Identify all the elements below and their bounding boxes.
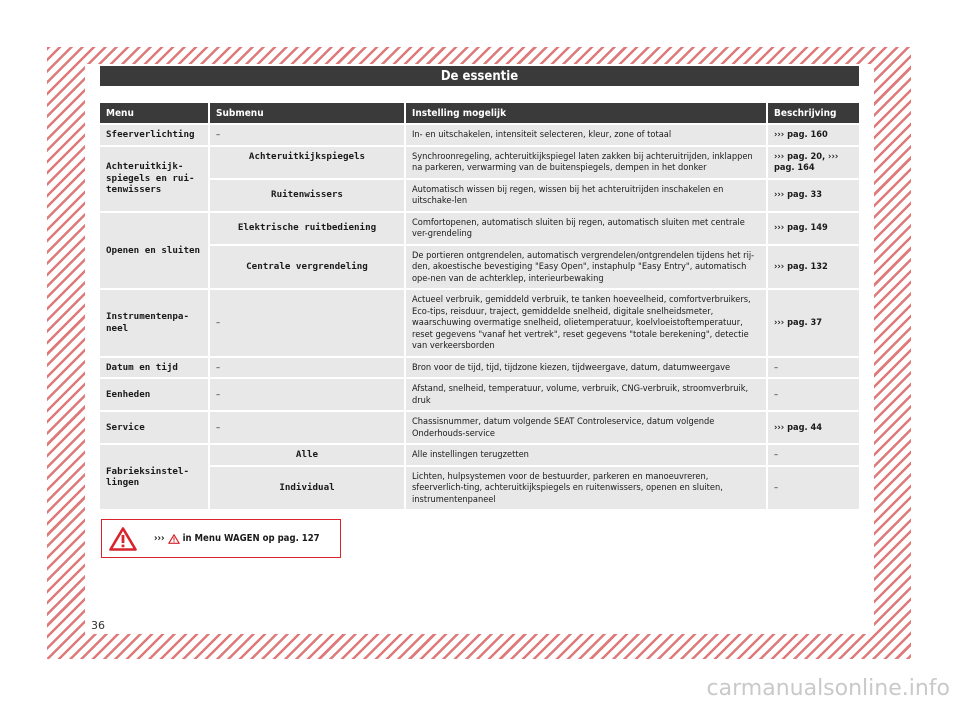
page-reference: – bbox=[768, 467, 859, 510]
submenu-cell: – bbox=[210, 379, 406, 410]
column-header-setting: Instelling mogelijk bbox=[406, 103, 768, 123]
settings-table bbox=[100, 101, 859, 511]
setting-cell: Comfortopenen, automatisch sluiten bij regen, automatisch sluiten met centrale ver-grendeling bbox=[406, 213, 768, 244]
menu-cell: Fabrieksinstel-lingen bbox=[100, 445, 210, 509]
page-reference: ››› pag. 44 bbox=[768, 412, 859, 443]
page-reference: – bbox=[768, 379, 859, 410]
table-row bbox=[100, 445, 859, 465]
page-reference: ››› pag. 132 bbox=[768, 246, 859, 289]
table-row bbox=[100, 246, 859, 289]
submenu-cell: Centrale vergrendeling bbox=[210, 246, 406, 289]
setting-cell: In- en uitschakelen, intensiteit selecteren, kleur, zone of totaal bbox=[406, 125, 768, 145]
setting-cell: Afstand, snelheid, temperatuur, volume, verbruik, CNG-verbruik, stroomverbruik, druk bbox=[406, 379, 768, 410]
column-header-description: Beschrijving bbox=[768, 103, 859, 123]
setting-cell: Actueel verbruik, gemiddeld verbruik, te tanken hoeveelheid, comfortverbruikers, Eco-tips, reisduur, traject, gemiddelde snelheid, digitale snelheidsmeter, waarschuwing overmatige snelheid, olietemperatuur, koelvloeistoftemperatuur, reset gegevens "vanaf het vertrek", reset gegevens "totale berekening", detectie van verkeersborden bbox=[406, 290, 768, 356]
setting-cell: Automatisch wissen bij regen, wissen bij het achteruitrijden inschakelen en uitschake-len bbox=[406, 180, 768, 211]
page-reference: – bbox=[768, 358, 859, 378]
table-row bbox=[100, 467, 859, 510]
warning-text bbox=[154, 533, 320, 544]
table-row bbox=[100, 125, 859, 145]
page-reference: ››› pag. 37 bbox=[768, 290, 859, 356]
setting-cell: Bron voor de tijd, tijd, tijdzone kiezen, tijdweergave, datum, datumweergave bbox=[406, 358, 768, 378]
submenu-cell: Alle bbox=[210, 445, 406, 465]
submenu-cell: Elektrische ruitbediening bbox=[210, 213, 406, 244]
reference-arrows: ››› bbox=[154, 533, 165, 544]
setting-cell: Chassisnummer, datum volgende SEAT Controleservice, datum volgende Onderhouds-service bbox=[406, 412, 768, 443]
page-reference: ››› pag. 33 bbox=[768, 180, 859, 211]
submenu-cell: – bbox=[210, 290, 406, 356]
warning-callout bbox=[101, 519, 341, 558]
page-reference: ››› pag. 20, ››› pag. 164 bbox=[768, 147, 859, 178]
column-header-menu: Menu bbox=[100, 103, 210, 123]
warning-triangle-icon bbox=[102, 527, 144, 551]
setting-cell: Alle instellingen terugzetten bbox=[406, 445, 768, 465]
menu-cell: Service bbox=[100, 412, 210, 443]
submenu-cell: – bbox=[210, 358, 406, 378]
table-header-row bbox=[100, 103, 859, 123]
page-reference: ››› pag. 149 bbox=[768, 213, 859, 244]
page-title: De essentie bbox=[100, 66, 859, 86]
menu-cell: Datum en tijd bbox=[100, 358, 210, 378]
submenu-cell: Ruitenwissers bbox=[210, 180, 406, 211]
watermark: carmanualsonline.info bbox=[706, 676, 950, 701]
table-row bbox=[100, 290, 859, 356]
menu-cell: Openen en sluiten bbox=[100, 213, 210, 289]
page bbox=[85, 64, 874, 634]
table-row bbox=[100, 180, 859, 211]
submenu-cell: Individual bbox=[210, 467, 406, 510]
submenu-cell: – bbox=[210, 412, 406, 443]
page-number: 36 bbox=[91, 619, 105, 632]
small-warning-icon bbox=[168, 534, 180, 544]
submenu-cell: Achteruitkijkspiegels bbox=[210, 147, 406, 178]
warning-reference: in Menu WAGEN op pag. 127 bbox=[182, 533, 320, 544]
submenu-cell: – bbox=[210, 125, 406, 145]
menu-cell: Eenheden bbox=[100, 379, 210, 410]
table-row bbox=[100, 147, 859, 178]
menu-cell: Achteruitkijk-spiegels en rui-tenwissers bbox=[100, 147, 210, 211]
page-reference: – bbox=[768, 445, 859, 465]
menu-cell: Sfeerverlichting bbox=[100, 125, 210, 145]
table-row bbox=[100, 213, 859, 244]
table-row bbox=[100, 379, 859, 410]
column-header-submenu: Submenu bbox=[210, 103, 406, 123]
menu-cell: Instrumentenpa-neel bbox=[100, 290, 210, 356]
setting-cell: Lichten, hulpsystemen voor de bestuurder, parkeren en manoeuvreren, sfeerverlich-ting, achteruitkijkspiegels en ruitenwissers, openen en sluiten, instrumentenpaneel bbox=[406, 467, 768, 510]
setting-cell: Synchroonregeling, achteruitkijkspiegel laten zakken bij achteruitrijden, inklappen na parkeren, verwarming van de buitenspiegels, dempen in het donker bbox=[406, 147, 768, 178]
page-reference: ››› pag. 160 bbox=[768, 125, 859, 145]
table-row bbox=[100, 358, 859, 378]
setting-cell: De portieren ontgrendelen, automatisch vergrendelen/ontgrendelen tijdens het rij-den, akoestische bevestiging "Easy Open", instaphulp "Easy Entry", automatisch ope-nen van de achterklep, interieurbewaking bbox=[406, 246, 768, 289]
table-row bbox=[100, 412, 859, 443]
